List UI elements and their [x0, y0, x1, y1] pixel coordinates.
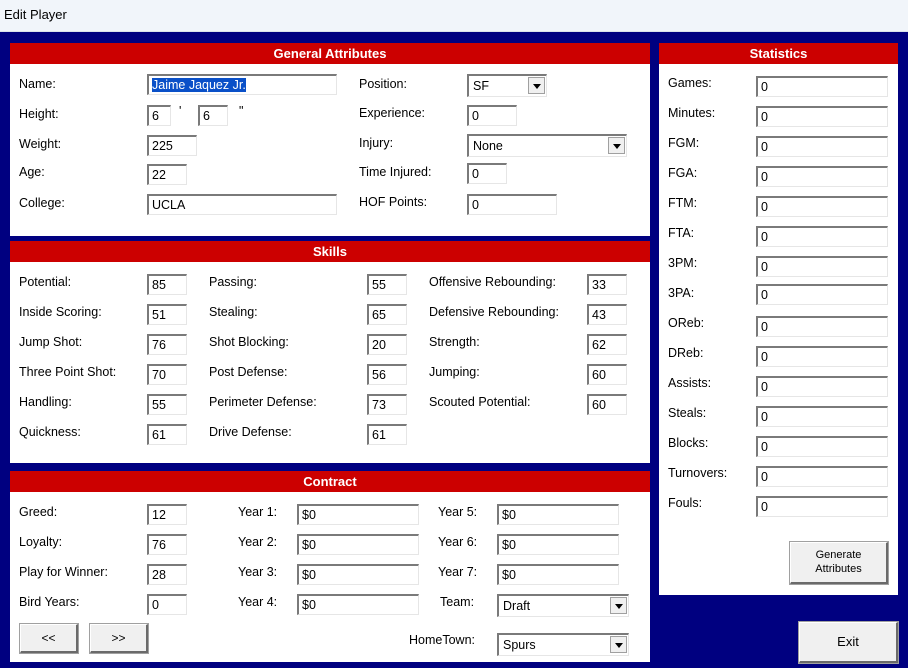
3pm-field[interactable]: 0 — [756, 256, 888, 277]
scouted-potential-label: Scouted Potential: — [429, 395, 531, 409]
height-inches-mark: " — [239, 104, 244, 118]
shot-blocking-field[interactable]: 20 — [367, 334, 407, 355]
games-label: Games: — [668, 76, 712, 90]
chevron-down-icon[interactable] — [610, 597, 627, 614]
ftm-field[interactable]: 0 — [756, 196, 888, 217]
college-label: College: — [19, 196, 65, 210]
height-feet-mark: ' — [179, 104, 182, 118]
quickness-label: Quickness: — [19, 425, 81, 439]
year-7-label: Year 7: — [438, 565, 478, 579]
fga-field[interactable]: 0 — [756, 166, 888, 187]
potential-field[interactable]: 85 — [147, 274, 187, 295]
generate-attributes-line-2: Attributes — [815, 563, 862, 575]
post-defense-field[interactable]: 56 — [367, 364, 407, 385]
hof-points-field[interactable]: 0 — [467, 194, 557, 215]
hometown-value: Spurs — [503, 638, 536, 652]
time-injured-field[interactable]: 0 — [467, 163, 507, 184]
name-label: Name: — [19, 77, 56, 91]
three-point-shot-field[interactable]: 70 — [147, 364, 187, 385]
generate-attributes-button[interactable] — [790, 542, 888, 584]
minutes-label: Minutes: — [668, 106, 716, 120]
fga-label: FGA: — [668, 166, 698, 180]
drive-defense-field[interactable]: 61 — [367, 424, 407, 445]
hometown-label: HomeTown: — [409, 633, 475, 647]
potential-label: Potential: — [19, 275, 72, 289]
previous-player-button[interactable]: << — [20, 624, 78, 653]
team-value: Draft — [503, 599, 531, 613]
handling-label: Handling: — [19, 395, 72, 409]
quickness-field[interactable]: 61 — [147, 424, 187, 445]
team-dropdown[interactable] — [497, 594, 629, 617]
three-point-shot-label: Three Point Shot: — [19, 365, 117, 379]
games-field[interactable]: 0 — [756, 76, 888, 97]
loyalty-field[interactable]: 76 — [147, 534, 187, 555]
3pa-field[interactable]: 0 — [756, 284, 888, 305]
dreb-label: DReb: — [668, 346, 704, 360]
play-for-winner-field[interactable]: 28 — [147, 564, 187, 585]
college-field[interactable]: UCLA — [147, 194, 337, 215]
blocks-label: Blocks: — [668, 436, 709, 450]
team-label: Team: — [440, 595, 475, 609]
defensive-rebounding-label: Defensive Rebounding: — [429, 305, 559, 319]
age-label: Age: — [19, 165, 45, 179]
general-attributes-header: General Attributes — [10, 43, 650, 64]
greed-label: Greed: — [19, 505, 58, 519]
dialog-client-area — [0, 32, 908, 668]
inside-scoring-field[interactable]: 51 — [147, 304, 187, 325]
offensive-rebounding-label: Offensive Rebounding: — [429, 275, 556, 289]
perimeter-defense-field[interactable]: 73 — [367, 394, 407, 415]
fgm-field[interactable]: 0 — [756, 136, 888, 157]
drive-defense-label: Drive Defense: — [209, 425, 292, 439]
defensive-rebounding-field[interactable]: 43 — [587, 304, 627, 325]
dreb-field[interactable]: 0 — [756, 346, 888, 367]
name-field[interactable]: Jaime Jaquez Jr. — [147, 74, 337, 95]
fouls-field[interactable]: 0 — [756, 496, 888, 517]
hof-points-label: HOF Points: — [359, 195, 428, 209]
fgm-label: FGM: — [668, 136, 700, 150]
chevron-down-icon[interactable] — [608, 137, 625, 154]
oreb-field[interactable]: 0 — [756, 316, 888, 337]
year-3-label: Year 3: — [238, 565, 278, 579]
year-4-label: Year 4: — [238, 595, 278, 609]
year-1-field[interactable]: $0 — [297, 504, 419, 525]
blocks-field[interactable]: 0 — [756, 436, 888, 457]
assists-label: Assists: — [668, 376, 712, 390]
chevron-down-icon[interactable] — [610, 636, 627, 653]
year-2-label: Year 2: — [238, 535, 278, 549]
position-value: SF — [473, 79, 489, 93]
perimeter-defense-label: Perimeter Defense: — [209, 395, 317, 409]
handling-field[interactable]: 55 — [147, 394, 187, 415]
generate-attributes-line-1: Generate — [815, 549, 862, 561]
injury-label: Injury: — [359, 136, 394, 150]
oreb-label: OReb: — [668, 316, 705, 330]
year-7-field[interactable]: $0 — [497, 564, 619, 585]
year-5-label: Year 5: — [438, 505, 478, 519]
passing-label: Passing: — [209, 275, 257, 289]
position-dropdown[interactable] — [467, 74, 547, 97]
next-player-button[interactable]: >> — [90, 624, 148, 653]
skills-panel — [10, 241, 650, 463]
scouted-potential-field[interactable]: 60 — [587, 394, 627, 415]
offensive-rebounding-field[interactable]: 33 — [587, 274, 627, 295]
hometown-dropdown[interactable] — [497, 633, 629, 656]
contract-panel — [10, 471, 650, 662]
ftm-label: FTM: — [668, 196, 698, 210]
year-3-field[interactable]: $0 — [297, 564, 419, 585]
3pm-label: 3PM: — [668, 256, 698, 270]
strength-field[interactable]: 62 — [587, 334, 627, 355]
strength-label: Strength: — [429, 335, 480, 349]
exit-button[interactable]: Exit — [799, 622, 898, 663]
height-label: Height: — [19, 107, 59, 121]
steals-field[interactable]: 0 — [756, 406, 888, 427]
stealing-label: Stealing: — [209, 305, 258, 319]
assists-field[interactable]: 0 — [756, 376, 888, 397]
year-4-field[interactable]: $0 — [297, 594, 419, 615]
fouls-label: Fouls: — [668, 496, 703, 510]
greed-field[interactable]: 12 — [147, 504, 187, 525]
height-inches-field[interactable]: 6 — [198, 105, 228, 126]
fta-field[interactable]: 0 — [756, 226, 888, 247]
weight-label: Weight: — [19, 137, 62, 151]
bird-years-field[interactable]: 0 — [147, 594, 187, 615]
experience-field[interactable]: 0 — [467, 105, 517, 126]
title-bar — [0, 0, 908, 32]
inside-scoring-label: Inside Scoring: — [19, 305, 102, 319]
year-5-field[interactable]: $0 — [497, 504, 619, 525]
general-attributes-panel — [10, 43, 650, 236]
3pa-label: 3PA: — [668, 286, 695, 300]
minutes-field[interactable]: 0 — [756, 106, 888, 127]
chevron-down-icon[interactable] — [528, 77, 545, 94]
year-1-label: Year 1: — [238, 505, 278, 519]
shot-blocking-label: Shot Blocking: — [209, 335, 289, 349]
height-feet-field[interactable]: 6 — [147, 105, 171, 126]
statistics-panel — [659, 43, 898, 595]
fta-label: FTA: — [668, 226, 695, 240]
jump-shot-field[interactable]: 76 — [147, 334, 187, 355]
steals-label: Steals: — [668, 406, 707, 420]
statistics-header: Statistics — [659, 43, 898, 64]
contract-header: Contract — [10, 471, 650, 492]
play-for-winner-label: Play for Winner: — [19, 565, 108, 579]
injury-dropdown[interactable] — [467, 134, 627, 157]
turnovers-field[interactable]: 0 — [756, 466, 888, 487]
skills-header: Skills — [10, 241, 650, 262]
post-defense-label: Post Defense: — [209, 365, 288, 379]
stealing-field[interactable]: 65 — [367, 304, 407, 325]
year-6-label: Year 6: — [438, 535, 478, 549]
window-title: Edit Player — [4, 7, 67, 22]
injury-value: None — [473, 139, 503, 153]
bird-years-label: Bird Years: — [19, 595, 80, 609]
jump-shot-label: Jump Shot: — [19, 335, 83, 349]
jumping-label: Jumping: — [429, 365, 480, 379]
experience-label: Experience: — [359, 106, 426, 120]
jumping-field[interactable]: 60 — [587, 364, 627, 385]
position-label: Position: — [359, 77, 407, 91]
year-2-field[interactable]: $0 — [297, 534, 419, 555]
weight-field[interactable]: 225 — [147, 135, 197, 156]
time-injured-label: Time Injured: — [359, 165, 432, 179]
age-field[interactable]: 22 — [147, 164, 187, 185]
passing-field[interactable]: 55 — [367, 274, 407, 295]
turnovers-label: Turnovers: — [668, 466, 728, 480]
year-6-field[interactable]: $0 — [497, 534, 619, 555]
loyalty-label: Loyalty: — [19, 535, 63, 549]
